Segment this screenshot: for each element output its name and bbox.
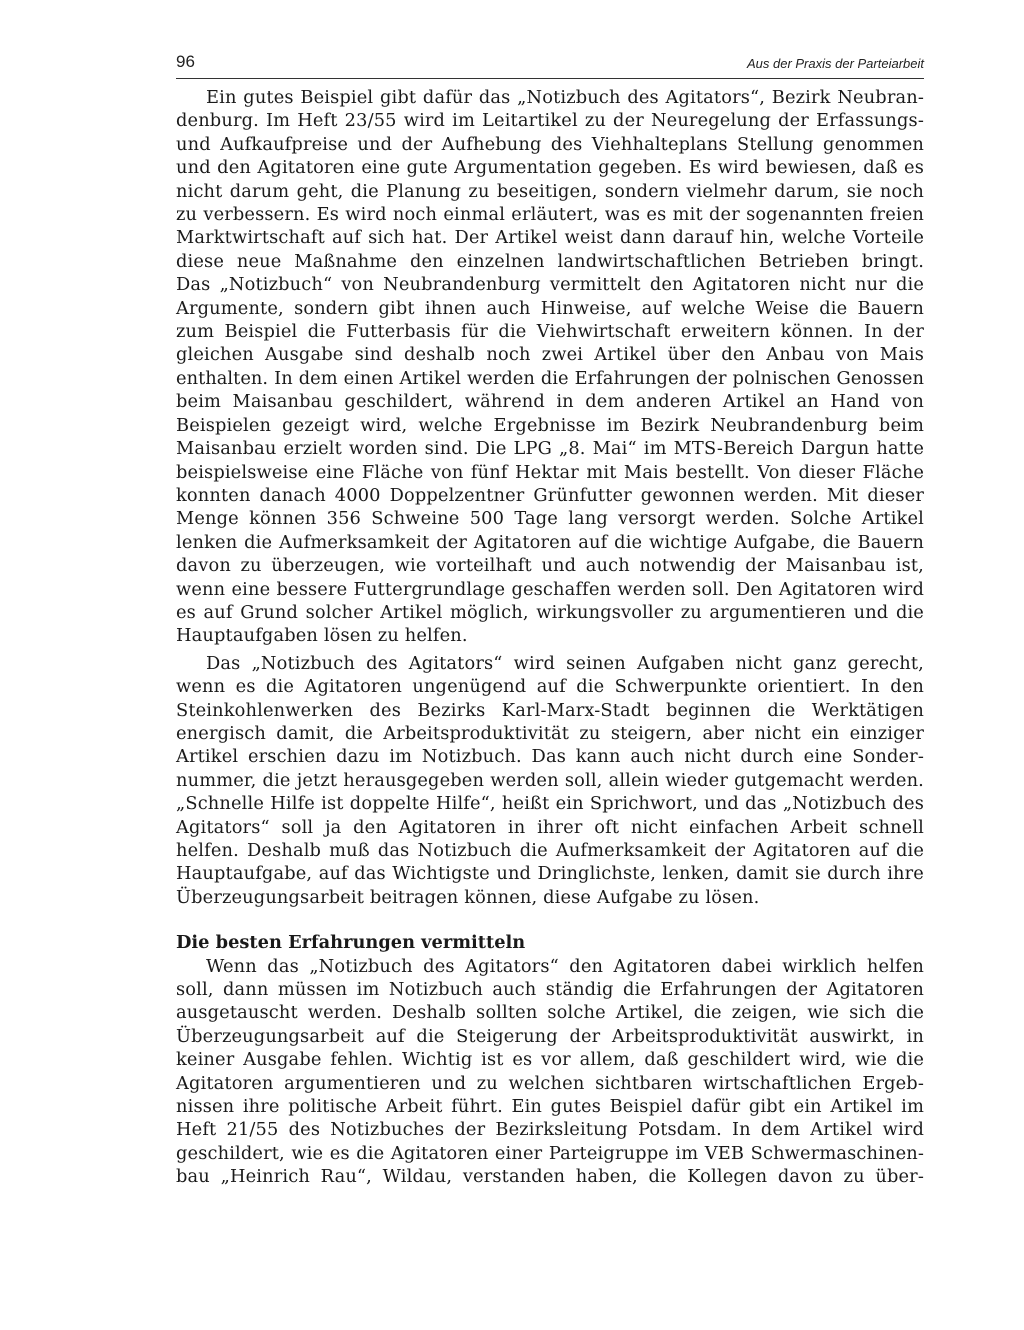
text-line: Überzeugungsarbeit auf die Steigerung der Arbeitsproduktivität auswirkt, in <box>176 1025 924 1047</box>
text-line: und Aufkaufpreise und der Aufhebung des Viehhalteplans Stellung genommen <box>176 133 924 155</box>
text-line: nissen ihre politische Arbeit führt. Ein gutes Beispiel dafür gibt ein Artikel im <box>176 1096 924 1118</box>
text-line: nummer, die jetzt herausgegeben werden soll, allein wieder gutgemacht werden. <box>176 769 924 791</box>
text-line: konnten danach 4000 Doppelzentner Grünfutter gewonnen werden. Mit dieser <box>176 484 924 506</box>
text-line: Agitators“ soll ja den Agitatoren in ihrer oft nicht einfachen Arbeit schnell <box>176 816 924 838</box>
text-line: und den Agitatoren eine gute Argumentation gegeben. Es wird bewiesen, daß es <box>176 157 924 179</box>
text-line: keiner Ausgabe fehlen. Wichtig ist es vor allem, daß geschildert wird, wie die <box>176 1049 924 1071</box>
text-line: beim Maisanbau geschildert, während in dem anderen Artikel an Hand von <box>176 391 924 413</box>
text-line: Beispielen gezeigt wird, welche Ergebnisse im Bezirk Neubrandenburg beim <box>176 414 924 436</box>
text-line: denburg. Im Heft 23/55 wird im Leitartikel zu der Neuregelung der Erfassungs- <box>176 110 924 132</box>
text-line: enthalten. In dem einen Artikel werden die Erfahrungen der polnischen Genossen <box>176 367 924 389</box>
page-header <box>176 52 924 79</box>
text-line: wenn es die Agitatoren ungenügend auf die Schwerpunkte orientiert. In den <box>176 676 924 698</box>
text-line: Menge können 356 Schweine 500 Tage lang versorgt werden. Solche Artikel <box>176 508 924 530</box>
text-line: soll, dann müssen im Notizbuch auch ständig die Erfahrungen der Agitatoren <box>176 979 924 1001</box>
text-line: Heft 21/55 des Notizbuches der Bezirksleitung Potsdam. In dem Artikel wird <box>176 1119 924 1141</box>
paragraph-2 <box>176 652 924 909</box>
text-line: helfen. Deshalb muß das Notizbuch die Aufmerksamkeit der Agitatoren auf die <box>176 840 924 861</box>
text-line: lenken die Aufmerksamkeit der Agitatoren auf die wichtige Aufgabe, die Bauern <box>176 531 924 553</box>
text-line: zu verbessern. Es wird noch einmal erläutert, was es mit der sogenannten freien <box>176 204 924 226</box>
text-line: Überzeugungsarbeit beitragen können, diese Aufgabe zu lösen. <box>176 886 760 908</box>
text-line: davon zu überzeugen, wie vorteilhaft und auch notwendig der Maisanbau ist, <box>176 555 924 577</box>
text-line: zum Beispiel die Futterbasis für die Viehwirtschaft erweitern können. In der <box>176 321 924 343</box>
text-line: Maisanbau erzielt worden sind. Die LPG „8. Mai“ im MTS-Bereich Dargun hatte <box>176 438 924 460</box>
running-title: Aus der Praxis der Parteiarbeit <box>746 56 924 71</box>
text-line: Argumente, sondern gibt ihnen auch Hinweise, auf welche Weise die Bauern <box>176 297 924 319</box>
paragraph-1 <box>176 86 924 648</box>
text-line: energisch damit, die Arbeitsproduktivität zu steigern, aber nicht ein einziger <box>176 722 924 744</box>
text-line: Artikel erschien dazu im Notizbuch. Das kann auch nicht durch eine Sonder- <box>176 746 924 768</box>
text-line: ausgetauscht werden. Deshalb sollten solche Artikel, die zeigen, wie sich die <box>176 1002 924 1024</box>
text-line: Hauptaufgabe, auf das Wichtigste und Dringlichste, lenken, damit sie durch ihre <box>176 863 924 885</box>
page-number: 96 <box>176 52 195 71</box>
page-body <box>176 86 924 1189</box>
text-line: Das „Notizbuch des Agitators“ wird seinen Aufgaben nicht ganz gerecht, <box>206 652 924 674</box>
text-line: es auf Grund solcher Artikel möglich, wirkungsvoller zu argumentieren und die <box>176 601 924 623</box>
paragraph-3 <box>176 955 924 1189</box>
text-line: nicht darum geht, die Planung zu beseitigen, sondern vielmehr darum, sie noch <box>176 180 924 202</box>
section-heading: Die besten Erfahrungen vermitteln <box>176 932 526 954</box>
text-line: Wenn das „Notizbuch des Agitators“ den Agitatoren dabei wirklich helfen <box>206 955 924 977</box>
text-line: wenn eine bessere Futtergrundlage geschaffen werden soll. Den Agitatoren wird <box>176 578 924 600</box>
text-line: bau „Heinrich Rau“, Wildau, verstanden haben, die Kollegen davon zu über- <box>176 1166 924 1188</box>
text-line: Hauptaufgaben lösen zu helfen. <box>176 625 468 647</box>
text-line: Agitatoren argumentieren und zu welchen sichtbaren wirtschaftlichen Ergeb- <box>176 1072 924 1094</box>
text-line: „Schnelle Hilfe ist doppelte Hilfe“, heißt ein Sprichwort, und das „Notizbuch des <box>176 793 924 815</box>
text-line: diese neue Maßnahme den einzelnen landwirtschaftlichen Betrieben bringt. <box>176 250 924 272</box>
text-line: Steinkohlenwerken des Bezirks Karl-Marx-Stadt beginnen die Werktätigen <box>176 699 924 721</box>
text-line: Marktwirtschaft auf sich hat. Der Artikel weist dann darauf hin, welche Vorteile <box>176 227 924 249</box>
text-line: beispielsweise eine Fläche von fünf Hektar mit Mais bestellt. Von dieser Fläche <box>176 461 924 483</box>
text-line: geschildert, wie es die Agitatoren einer Parteigruppe im VEB Schwermaschinen- <box>176 1142 924 1164</box>
text-line: gleichen Ausgabe sind deshalb noch zwei Artikel über den Anbau von Mais <box>176 344 924 366</box>
text-line: Ein gutes Beispiel gibt dafür das „Notizbuch des Agitators“, Bezirk Neubran- <box>206 87 924 108</box>
text-line: Das „Notizbuch“ von Neubrandenburg vermittelt den Agitatoren nicht nur die <box>176 274 924 296</box>
